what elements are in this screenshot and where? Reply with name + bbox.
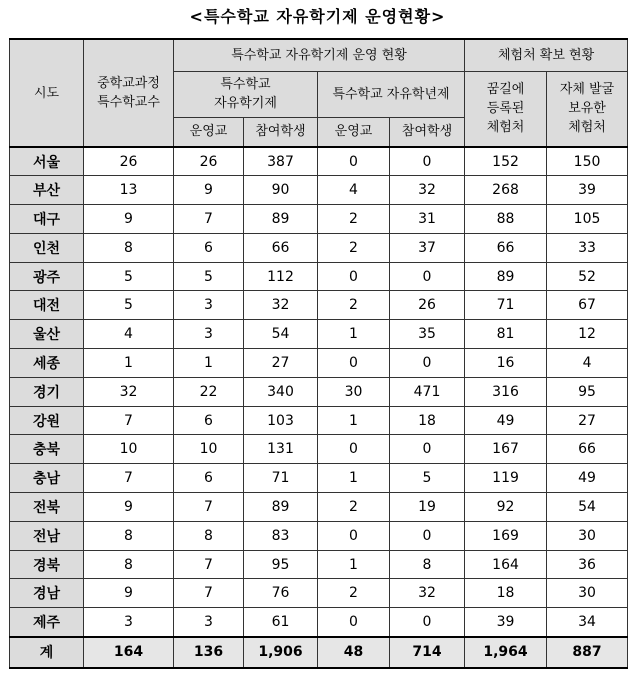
cell-fs-schools: 3 — [174, 320, 244, 349]
cell-fs-schools: 1 — [174, 349, 244, 378]
table-row — [10, 262, 628, 291]
cell-schools: 9 — [84, 493, 174, 522]
table-row — [10, 608, 628, 637]
cell-fs-students: 54 — [244, 320, 318, 349]
cell-fg-schools: 1 — [318, 406, 390, 435]
cell-fg-students: 26 — [390, 291, 465, 320]
cell-schools: 10 — [84, 435, 174, 464]
cell-fs-students: 95 — [244, 550, 318, 579]
cell-fs-students: 66 — [244, 233, 318, 262]
cell-fg-schools: 0 — [318, 147, 390, 176]
cell-dream: 71 — [465, 291, 547, 320]
cell-fs-schools: 10 — [174, 435, 244, 464]
header-fg-students: 참여학생 — [390, 117, 465, 147]
cell-own: 105 — [547, 205, 628, 234]
cell-fg-students: 5 — [390, 464, 465, 493]
cell-sido: 전북 — [10, 493, 84, 522]
cell-fg-schools: 0 — [318, 349, 390, 378]
cell-dream: 49 — [465, 406, 547, 435]
cell-dream: 88 — [465, 205, 547, 234]
header-own-experience: 자체 발굴 보유한 체험처 — [547, 71, 628, 147]
cell-sido: 광주 — [10, 262, 84, 291]
cell-fs-students: 387 — [244, 147, 318, 176]
cell-dream: 89 — [465, 262, 547, 291]
cell-fg-schools: 0 — [318, 521, 390, 550]
cell-schools: 4 — [84, 320, 174, 349]
table-row — [10, 406, 628, 435]
cell-schools: 9 — [84, 205, 174, 234]
total-fg-schools: 48 — [318, 637, 390, 668]
cell-fg-students: 31 — [390, 205, 465, 234]
cell-schools: 8 — [84, 233, 174, 262]
table-row — [10, 550, 628, 579]
free-semester-table — [9, 38, 628, 669]
cell-fs-schools: 26 — [174, 147, 244, 176]
total-fg-students: 714 — [390, 637, 465, 668]
cell-fg-schools: 2 — [318, 579, 390, 608]
cell-fs-students: 112 — [244, 262, 318, 291]
cell-dream: 152 — [465, 147, 547, 176]
cell-sido: 인천 — [10, 233, 84, 262]
cell-schools: 5 — [84, 262, 174, 291]
total-fs-schools: 136 — [174, 637, 244, 668]
cell-own: 4 — [547, 349, 628, 378]
cell-fs-students: 76 — [244, 579, 318, 608]
cell-dream: 169 — [465, 521, 547, 550]
cell-fs-schools: 7 — [174, 205, 244, 234]
cell-fs-students: 131 — [244, 435, 318, 464]
cell-dream: 316 — [465, 377, 547, 406]
cell-own: 30 — [547, 521, 628, 550]
cell-schools: 7 — [84, 406, 174, 435]
cell-fs-schools: 6 — [174, 233, 244, 262]
cell-schools: 1 — [84, 349, 174, 378]
cell-fg-students: 19 — [390, 493, 465, 522]
cell-fs-schools: 5 — [174, 262, 244, 291]
cell-schools: 32 — [84, 377, 174, 406]
cell-dream: 39 — [465, 608, 547, 637]
cell-sido: 부산 — [10, 176, 84, 205]
cell-fg-schools: 4 — [318, 176, 390, 205]
cell-fg-schools: 1 — [318, 320, 390, 349]
table-row — [10, 291, 628, 320]
cell-dream: 164 — [465, 550, 547, 579]
cell-fg-students: 37 — [390, 233, 465, 262]
cell-fg-schools: 0 — [318, 608, 390, 637]
total-row — [10, 637, 628, 668]
cell-schools: 3 — [84, 608, 174, 637]
cell-schools: 26 — [84, 147, 174, 176]
cell-own: 27 — [547, 406, 628, 435]
table-row — [10, 205, 628, 234]
table-row — [10, 233, 628, 262]
table-row — [10, 493, 628, 522]
cell-fg-students: 471 — [390, 377, 465, 406]
cell-schools: 9 — [84, 579, 174, 608]
table-row — [10, 579, 628, 608]
cell-fg-schools: 2 — [318, 205, 390, 234]
cell-fs-schools: 6 — [174, 464, 244, 493]
cell-own: 67 — [547, 291, 628, 320]
cell-dream: 92 — [465, 493, 547, 522]
cell-fg-students: 32 — [390, 176, 465, 205]
cell-own: 150 — [547, 147, 628, 176]
cell-fg-students: 0 — [390, 147, 465, 176]
cell-own: 54 — [547, 493, 628, 522]
cell-sido: 경기 — [10, 377, 84, 406]
cell-fs-students: 103 — [244, 406, 318, 435]
cell-own: 52 — [547, 262, 628, 291]
header-fs-schools: 운영교 — [174, 117, 244, 147]
cell-sido: 대구 — [10, 205, 84, 234]
cell-dream: 167 — [465, 435, 547, 464]
cell-own: 34 — [547, 608, 628, 637]
cell-fg-students: 0 — [390, 435, 465, 464]
header-free-semester: 특수학교 자유학기제 — [174, 71, 318, 117]
cell-own: 30 — [547, 579, 628, 608]
header-sido: 시도 — [10, 39, 84, 147]
cell-fs-students: 61 — [244, 608, 318, 637]
table-row — [10, 377, 628, 406]
cell-fs-students: 90 — [244, 176, 318, 205]
cell-schools: 8 — [84, 521, 174, 550]
cell-schools: 13 — [84, 176, 174, 205]
cell-dream: 16 — [465, 349, 547, 378]
cell-schools: 8 — [84, 550, 174, 579]
cell-sido: 충남 — [10, 464, 84, 493]
table-row — [10, 147, 628, 176]
cell-fg-schools: 30 — [318, 377, 390, 406]
cell-fs-students: 27 — [244, 349, 318, 378]
cell-own: 33 — [547, 233, 628, 262]
cell-fg-students: 0 — [390, 262, 465, 291]
cell-fg-schools: 0 — [318, 435, 390, 464]
cell-fg-students: 0 — [390, 521, 465, 550]
cell-fg-schools: 1 — [318, 464, 390, 493]
cell-sido: 서울 — [10, 147, 84, 176]
cell-schools: 7 — [84, 464, 174, 493]
cell-fs-schools: 9 — [174, 176, 244, 205]
cell-fs-schools: 7 — [174, 493, 244, 522]
table-row — [10, 320, 628, 349]
cell-dream: 18 — [465, 579, 547, 608]
table-body — [10, 147, 628, 668]
cell-own: 36 — [547, 550, 628, 579]
cell-fs-students: 89 — [244, 493, 318, 522]
cell-schools: 5 — [84, 291, 174, 320]
cell-fg-students: 8 — [390, 550, 465, 579]
cell-fs-schools: 3 — [174, 291, 244, 320]
cell-fs-schools: 3 — [174, 608, 244, 637]
cell-own: 95 — [547, 377, 628, 406]
cell-sido: 경남 — [10, 579, 84, 608]
header-teachers: 중학교과정 특수학교수 — [84, 39, 174, 147]
cell-sido: 충북 — [10, 435, 84, 464]
cell-sido: 전남 — [10, 521, 84, 550]
header-free-grade: 특수학교 자유학년제 — [318, 71, 465, 117]
header-operation-group: 특수학교 자유학기제 운영 현황 — [174, 39, 465, 71]
cell-fs-students: 71 — [244, 464, 318, 493]
header-dream-registered: 꿈길에 등록된 체험처 — [465, 71, 547, 147]
header-experience-group: 체험처 확보 현황 — [465, 39, 628, 71]
cell-dream: 66 — [465, 233, 547, 262]
table-row — [10, 435, 628, 464]
cell-dream: 81 — [465, 320, 547, 349]
total-fs-students: 1,906 — [244, 637, 318, 668]
cell-fg-students: 0 — [390, 608, 465, 637]
total-sido: 계 — [10, 637, 84, 668]
cell-fg-schools: 0 — [318, 262, 390, 291]
cell-own: 12 — [547, 320, 628, 349]
cell-fg-students: 32 — [390, 579, 465, 608]
header-fg-schools: 운영교 — [318, 117, 390, 147]
cell-fs-students: 89 — [244, 205, 318, 234]
cell-sido: 제주 — [10, 608, 84, 637]
cell-fs-schools: 6 — [174, 406, 244, 435]
cell-sido: 경북 — [10, 550, 84, 579]
cell-own: 39 — [547, 176, 628, 205]
cell-fs-schools: 22 — [174, 377, 244, 406]
cell-sido: 울산 — [10, 320, 84, 349]
cell-fs-schools: 7 — [174, 579, 244, 608]
cell-fs-schools: 8 — [174, 521, 244, 550]
cell-own: 66 — [547, 435, 628, 464]
cell-fg-schools: 2 — [318, 233, 390, 262]
cell-sido: 세종 — [10, 349, 84, 378]
table-row — [10, 464, 628, 493]
header-fs-students: 참여학생 — [244, 117, 318, 147]
cell-fs-students: 340 — [244, 377, 318, 406]
cell-fg-schools: 2 — [318, 493, 390, 522]
total-schools: 164 — [84, 637, 174, 668]
cell-fg-students: 0 — [390, 349, 465, 378]
cell-dream: 119 — [465, 464, 547, 493]
cell-fg-schools: 2 — [318, 291, 390, 320]
cell-fs-students: 83 — [244, 521, 318, 550]
cell-sido: 강원 — [10, 406, 84, 435]
table-row — [10, 349, 628, 378]
cell-fg-students: 18 — [390, 406, 465, 435]
total-dream: 1,964 — [465, 637, 547, 668]
cell-dream: 268 — [465, 176, 547, 205]
cell-fs-schools: 7 — [174, 550, 244, 579]
cell-fs-students: 32 — [244, 291, 318, 320]
total-own: 887 — [547, 637, 628, 668]
cell-fg-students: 35 — [390, 320, 465, 349]
cell-fg-schools: 1 — [318, 550, 390, 579]
table-row — [10, 176, 628, 205]
cell-sido: 대전 — [10, 291, 84, 320]
table-row — [10, 521, 628, 550]
cell-own: 49 — [547, 464, 628, 493]
table-title: <특수학교 자유학기제 운영현황> — [189, 7, 446, 26]
